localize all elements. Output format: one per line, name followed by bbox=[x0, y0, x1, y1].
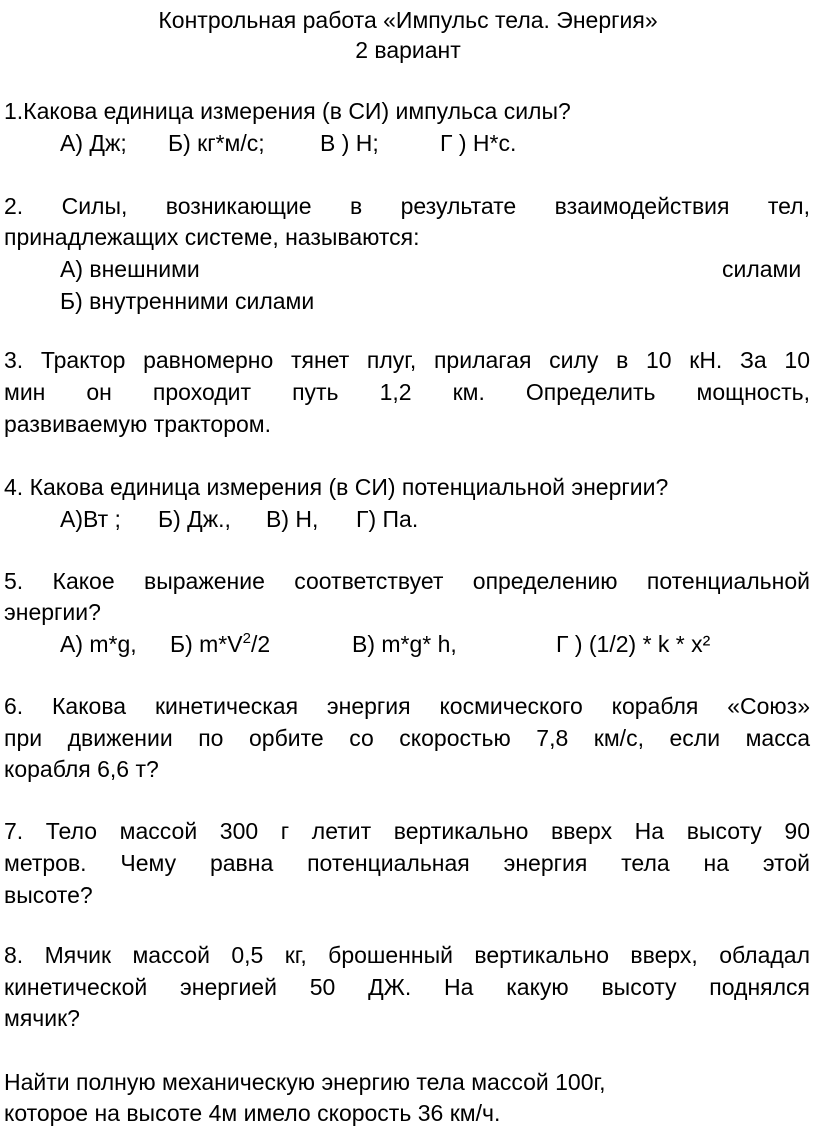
question-7-line-3: высоте? bbox=[4, 882, 93, 908]
question-7-line-2: метров. Чему равна потенциальная энергия тела на этой bbox=[4, 850, 810, 876]
question-5-answer-c: В) m*g* h, bbox=[352, 631, 457, 657]
question-5-answer-b-base: Б) m*V bbox=[170, 631, 243, 657]
question-5-line-1: 5. Какое выражение соответствует определению потенциальной bbox=[4, 568, 810, 594]
question-8-line-1: 8. Мячик массой 0,5 кг, брошенный вертикально вверх, обладал bbox=[4, 942, 810, 968]
question-1-answer-d: Г ) Н*с. bbox=[440, 130, 517, 156]
question-1-text: 1.Какова единица измерения (в СИ) импульса силы? bbox=[4, 98, 571, 124]
question-8-line-2: кинетической энергией 50 ДЖ. На какую высоту поднялся bbox=[4, 974, 810, 1000]
question-5-answer-a: А) m*g, bbox=[60, 631, 137, 657]
question-5-answer-b-exponent: 2 bbox=[242, 630, 251, 647]
question-4-answer-a: А)Вт ; bbox=[60, 506, 121, 532]
question-1-answer-b: Б) кг*м/с; bbox=[168, 130, 265, 156]
question-7-line-1: 7. Тело массой 300 г летит вертикально вверх На высоту 90 bbox=[4, 818, 810, 844]
question-2-answer-a-tail: силами bbox=[722, 256, 802, 282]
final-task-line-2: которое на высоте 4м имело скорость 36 км/ч. bbox=[4, 1100, 501, 1126]
question-6-line-2: при движении по орбите со скоростью 7,8 км/с, если масса bbox=[4, 725, 810, 751]
question-4-answer-c: В) Н, bbox=[266, 506, 319, 532]
question-4-answer-d: Г) Па. bbox=[356, 506, 419, 532]
question-3-line-1: 3. Трактор равномерно тянет плуг, прилагая силу в 10 кН. За 10 bbox=[4, 347, 810, 373]
question-2-line-1: 2. Силы, возникающие в результате взаимодействия тел, bbox=[4, 193, 810, 219]
question-5-answer-d: Г ) (1/2) * k * x² bbox=[556, 631, 711, 657]
question-3-line-3: развиваемую трактором. bbox=[4, 411, 271, 437]
question-6-line-1: 6. Какова кинетическая энергия космического корабля «Союз» bbox=[4, 693, 810, 719]
document-title: Контрольная работа «Импульс тела. Энергия» bbox=[158, 7, 658, 33]
variant-label: 2 вариант bbox=[355, 37, 461, 63]
question-1-answer-a: А) Дж; bbox=[60, 130, 127, 156]
question-2-answer-b: Б) внутренними силами bbox=[60, 288, 315, 314]
question-5-line-2: энергии? bbox=[4, 599, 101, 625]
question-2-answer-a: А) внешними bbox=[60, 256, 200, 282]
question-5-answer-b-divisor: /2 bbox=[250, 631, 271, 657]
question-6-line-3: корабля 6,6 т? bbox=[4, 756, 159, 782]
question-1-answer-c: В ) Н; bbox=[320, 130, 379, 156]
question-4-answer-b: Б) Дж., bbox=[158, 506, 231, 532]
final-task-line-1: Найти полную механическую энергию тела массой 100г, bbox=[4, 1069, 606, 1095]
question-4-text: 4. Какова единица измерения (в СИ) потенциальной энергии? bbox=[4, 474, 669, 500]
question-3-line-2: мин он проходит путь 1,2 км. Определить мощность, bbox=[4, 379, 810, 405]
question-2-line-2: принадлежащих системе, называются: bbox=[4, 224, 420, 250]
question-8-line-3: мячик? bbox=[4, 1005, 80, 1031]
question-5-answer-b bbox=[170, 629, 270, 663]
